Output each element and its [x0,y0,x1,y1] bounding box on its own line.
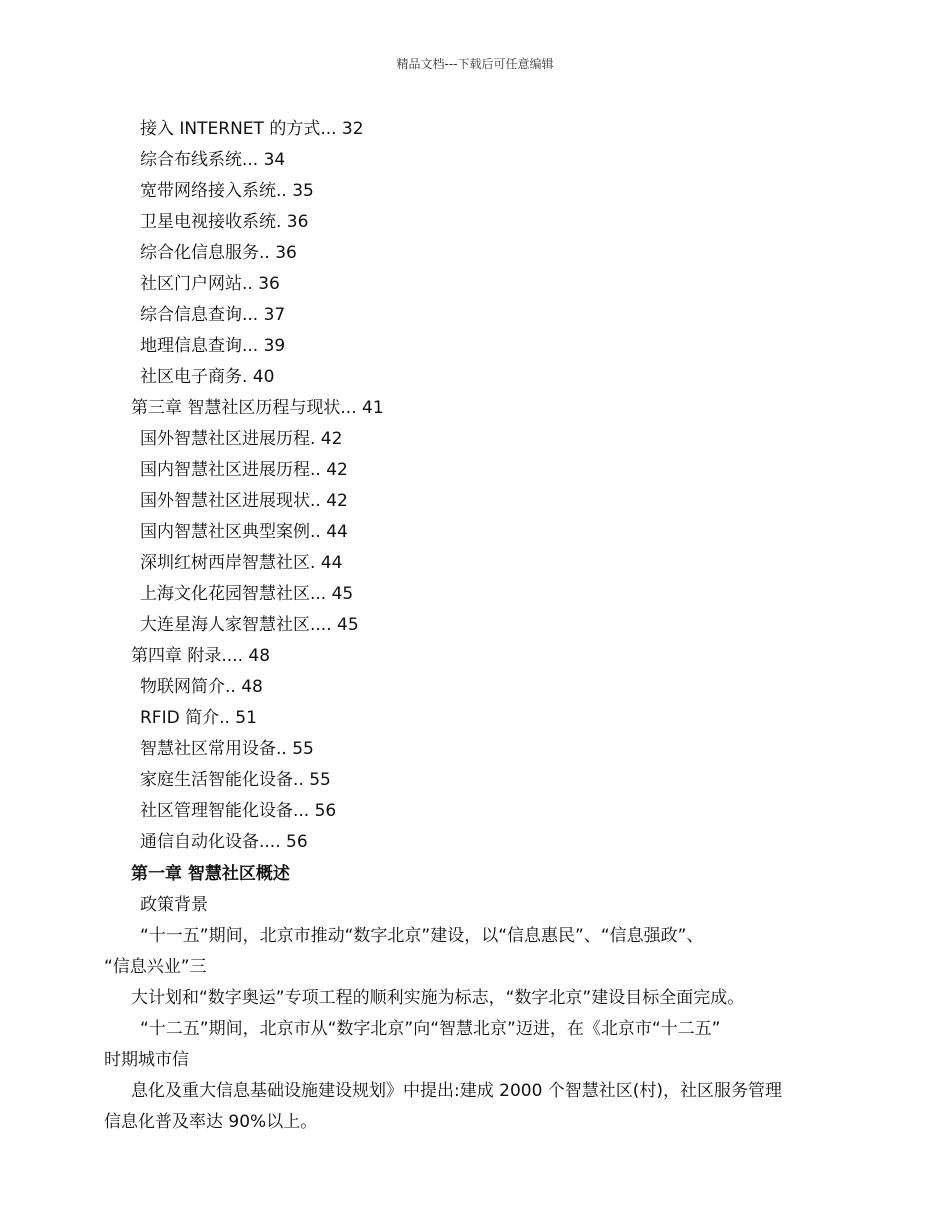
toc-entry[interactable]: 国外智慧社区进展历程. 42 [140,429,343,449]
toc-entry[interactable]: 物联网简介.. 48 [140,677,263,697]
toc-entry[interactable]: 地理信息查询... 39 [140,336,286,356]
toc-entry[interactable]: 深圳红树西岸智慧社区. 44 [140,553,343,573]
toc-entry[interactable]: 接入 INTERNET 的方式... 32 [140,119,364,139]
toc-entry[interactable]: 综合化信息服务.. 36 [140,243,297,263]
toc-entry[interactable]: 国内智慧社区进展历程.. 42 [140,460,348,480]
toc-entry[interactable]: 社区管理智能化设备... 56 [140,801,337,821]
toc-entry[interactable]: 上海文化花园智慧社区... 45 [140,584,354,604]
chapter-heading: 第一章 智慧社区概述 [131,864,290,884]
toc-entry[interactable]: 社区门户网站.. 36 [140,274,280,294]
paragraph-line: 信息化普及率达 90%以上。 [104,1112,318,1132]
toc-chapter-entry[interactable]: 第三章 智慧社区历程与现状... 41 [131,398,384,418]
paragraph-line: “信息兴业”三 [104,957,207,977]
toc-entry[interactable]: 综合布线系统... 34 [140,150,286,170]
paragraph-line: “十一五”期间，北京市推动“数字北京”建设，以“信息惠民”、“信息强政”、 [140,926,704,946]
paragraph-line: 大计划和“数字奥运”专项工程的顺利实施为标志，“数字北京”建设目标全面完成。 [131,988,745,1008]
toc-entry[interactable]: 家庭生活智能化设备.. 55 [140,770,331,790]
toc-entry[interactable]: 国外智慧社区进展现状.. 42 [140,491,348,511]
toc-entry[interactable]: RFID 简介.. 51 [140,708,257,728]
toc-entry[interactable]: 社区电子商务. 40 [140,367,275,387]
section-heading: 政策背景 [140,895,208,915]
paragraph-line: “十二五”期间，北京市从“数字北京”向“智慧北京”迈进，在《北京市“十二五” [140,1019,721,1039]
page-header: 精品文档---下载后可任意编辑 [396,57,554,71]
toc-entry[interactable]: 智慧社区常用设备.. 55 [140,739,314,759]
paragraph-line: 息化及重大信息基础设施建设规划》中提出:建成 2000 个智慧社区(村)，社区服务管理 [131,1081,783,1101]
toc-chapter-entry[interactable]: 第四章 附录.... 48 [131,646,271,666]
toc-entry[interactable]: 通信自动化设备.... 56 [140,832,308,852]
toc-entry[interactable]: 卫星电视接收系统. 36 [140,212,309,232]
toc-entry[interactable]: 国内智慧社区典型案例.. 44 [140,522,348,542]
toc-entry[interactable]: 宽带网络接入系统.. 35 [140,181,314,201]
paragraph-line: 时期城市信 [104,1050,189,1070]
toc-entry[interactable]: 大连星海人家智慧社区.... 45 [140,615,359,635]
toc-entry[interactable]: 综合信息查询... 37 [140,305,286,325]
